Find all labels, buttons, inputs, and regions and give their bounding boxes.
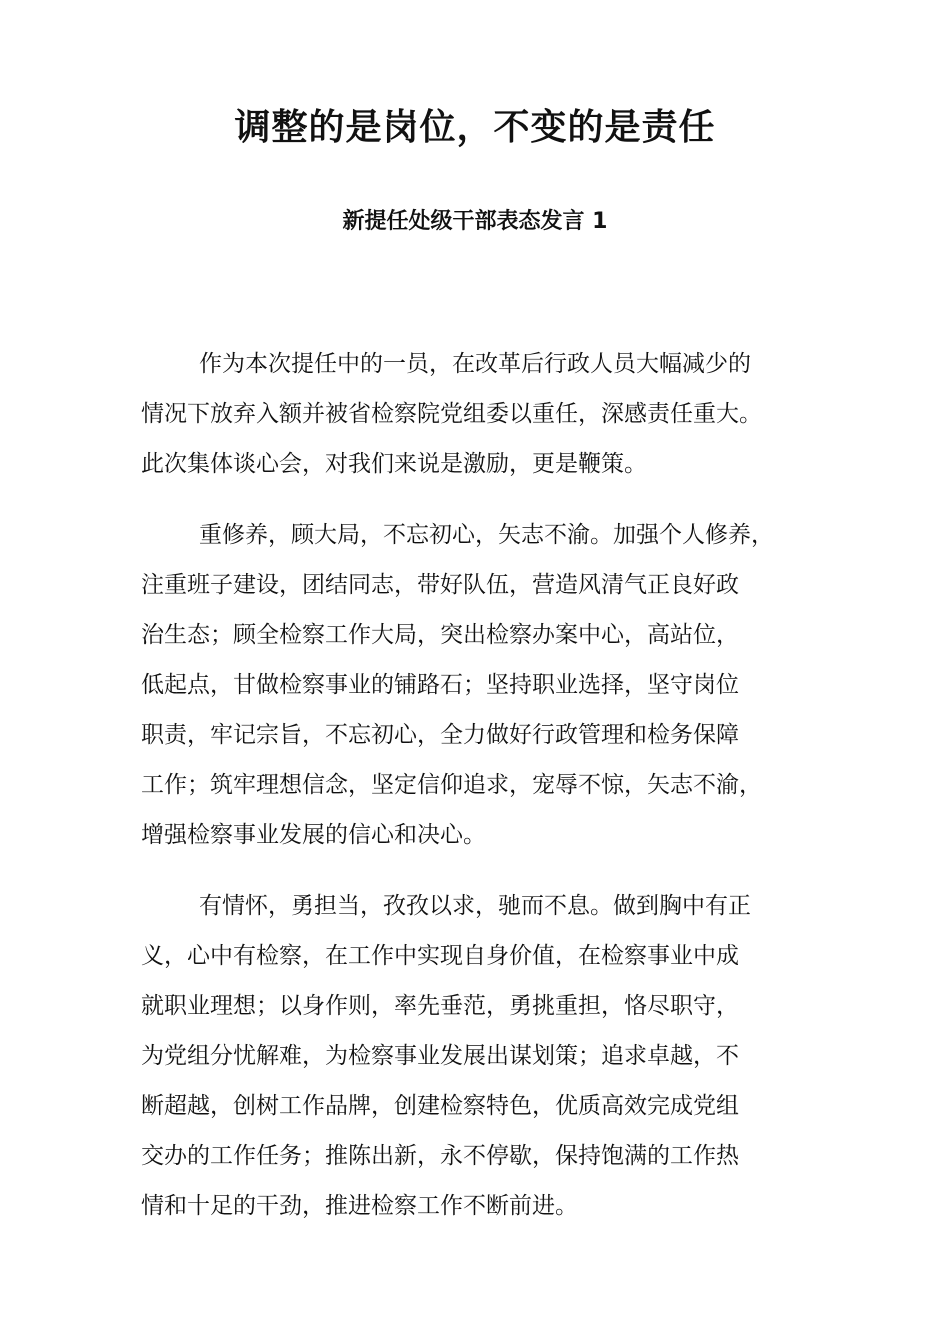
paragraph-1 bbox=[141, 339, 821, 489]
paragraph-line: 职责，牢记宗旨，不忘初心，全力做好行政管理和检务保障 bbox=[141, 722, 739, 748]
paragraph-line: 情况下放弃入额并被省检察院党组委以重任，深感责任重大。 bbox=[141, 401, 762, 427]
paragraph-3 bbox=[141, 881, 821, 1231]
paragraph-line: 为党组分忧解难，为检察事业发展出谋划策；追求卓越，不 bbox=[141, 1043, 739, 1069]
paragraph-line: 重修养，顾大局，不忘初心，矢志不渝。加强个人修养， bbox=[199, 522, 774, 548]
paragraph-line: 交办的工作任务；推陈出新，永不停歇，保持饱满的工作热 bbox=[141, 1143, 739, 1169]
paragraph-line: 就职业理想；以身作则，率先垂范，勇挑重担，恪尽职守， bbox=[141, 993, 739, 1019]
paragraph-line: 作为本次提任中的一员，在改革后行政人员大幅减少的 bbox=[199, 351, 751, 377]
paragraph-line: 增强检察事业发展的信心和决心。 bbox=[141, 822, 486, 848]
paragraph-line: 治生态；顾全检察工作大局，突出检察办案中心，高站位， bbox=[141, 622, 739, 648]
paragraph-line: 情和十足的干劲，推进检察工作不断前进。 bbox=[141, 1193, 578, 1219]
paragraph-line: 此次集体谈心会，对我们来说是激励，更是鞭策。 bbox=[141, 451, 647, 477]
paragraph-2 bbox=[141, 510, 821, 860]
paragraph-line: 注重班子建设，团结同志，带好队伍，营造风清气正良好政 bbox=[141, 572, 739, 598]
paragraph-line: 断超越，创树工作品牌，创建检察特色，优质高效完成党组 bbox=[141, 1093, 739, 1119]
document-subtitle: 新提任处级干部表态发言 1 bbox=[342, 209, 608, 234]
document-title: 调整的是岗位，不变的是责任 bbox=[234, 107, 716, 148]
paragraph-line: 低起点，甘做检察事业的铺路石；坚持职业选择，坚守岗位 bbox=[141, 672, 739, 698]
paragraph-line: 有情怀，勇担当，孜孜以求，驰而不息。做到胸中有正 bbox=[199, 893, 751, 919]
paragraph-line: 义，心中有检察，在工作中实现自身价值，在检察事业中成 bbox=[141, 943, 739, 969]
paragraph-line: 工作；筑牢理想信念，坚定信仰追求，宠辱不惊，矢志不渝， bbox=[141, 772, 762, 798]
